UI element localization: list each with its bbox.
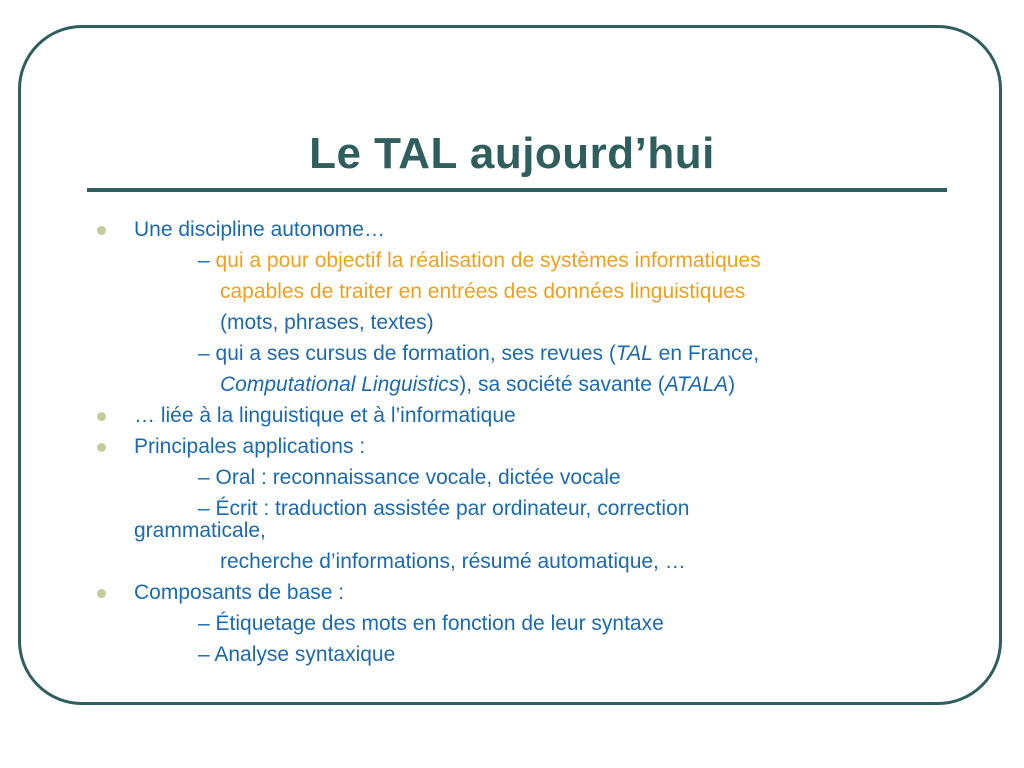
bullet-icon [97,226,106,235]
title-underline [87,188,947,192]
sub-item-continuation [0,276,1024,307]
bullet-item [0,431,1024,462]
sub-item [0,338,1024,369]
sub-item [0,462,1024,493]
journal-name: Computational Linguistics [220,373,460,396]
sub-item-continuation [0,546,1024,577]
bullet-icon [97,589,106,598]
sub-text: grammaticale, [134,519,266,542]
bullet-icon [97,443,106,452]
society-name: ATALA [664,373,729,396]
sub-text-highlight: capables de traiter en entrées des données linguistiques [220,280,746,303]
sub-text: – Oral : reconnaissance vocale, dictée vocale [198,466,621,489]
bullet-icon [97,412,106,421]
bullet-text: … liée à la linguistique et à l’informatique [134,404,516,427]
sub-text: ), sa société savante ( [459,373,665,396]
bullet-item [0,577,1024,608]
journal-name: TAL [615,342,653,365]
sub-item-continuation [0,369,1024,400]
sub-item [0,639,1024,670]
bullet-item [0,400,1024,431]
sub-text: – Analyse syntaxique [198,643,396,666]
bullet-text: Principales applications : [134,435,366,458]
dash: – [198,249,216,272]
sub-item-continuation [0,307,1024,338]
bullet-text: Composants de base : [134,581,345,604]
sub-item [0,245,1024,276]
sub-item [0,608,1024,639]
bullet-item [0,214,1024,245]
sub-text: recherche d’informations, résumé automatique, … [220,550,686,573]
sub-text: (mots, phrases, textes) [220,311,434,334]
slide-title: Le TAL aujourd’hui [309,129,715,178]
sub-text: – Écrit : traduction assistée par ordinateur, correction [198,497,690,520]
bullet-text: Une discipline autonome… [134,218,385,241]
sub-text-highlight: qui a pour objectif la réalisation de systèmes informatiques [215,249,761,272]
sub-item-wrap [0,515,1024,546]
sub-text: – Étiquetage des mots en fonction de leur syntaxe [198,612,664,635]
sub-text: ) [728,373,736,396]
slide-content [0,214,1024,670]
sub-text: en France, [652,342,760,365]
sub-text: – qui a ses cursus de formation, ses revues ( [198,342,616,365]
